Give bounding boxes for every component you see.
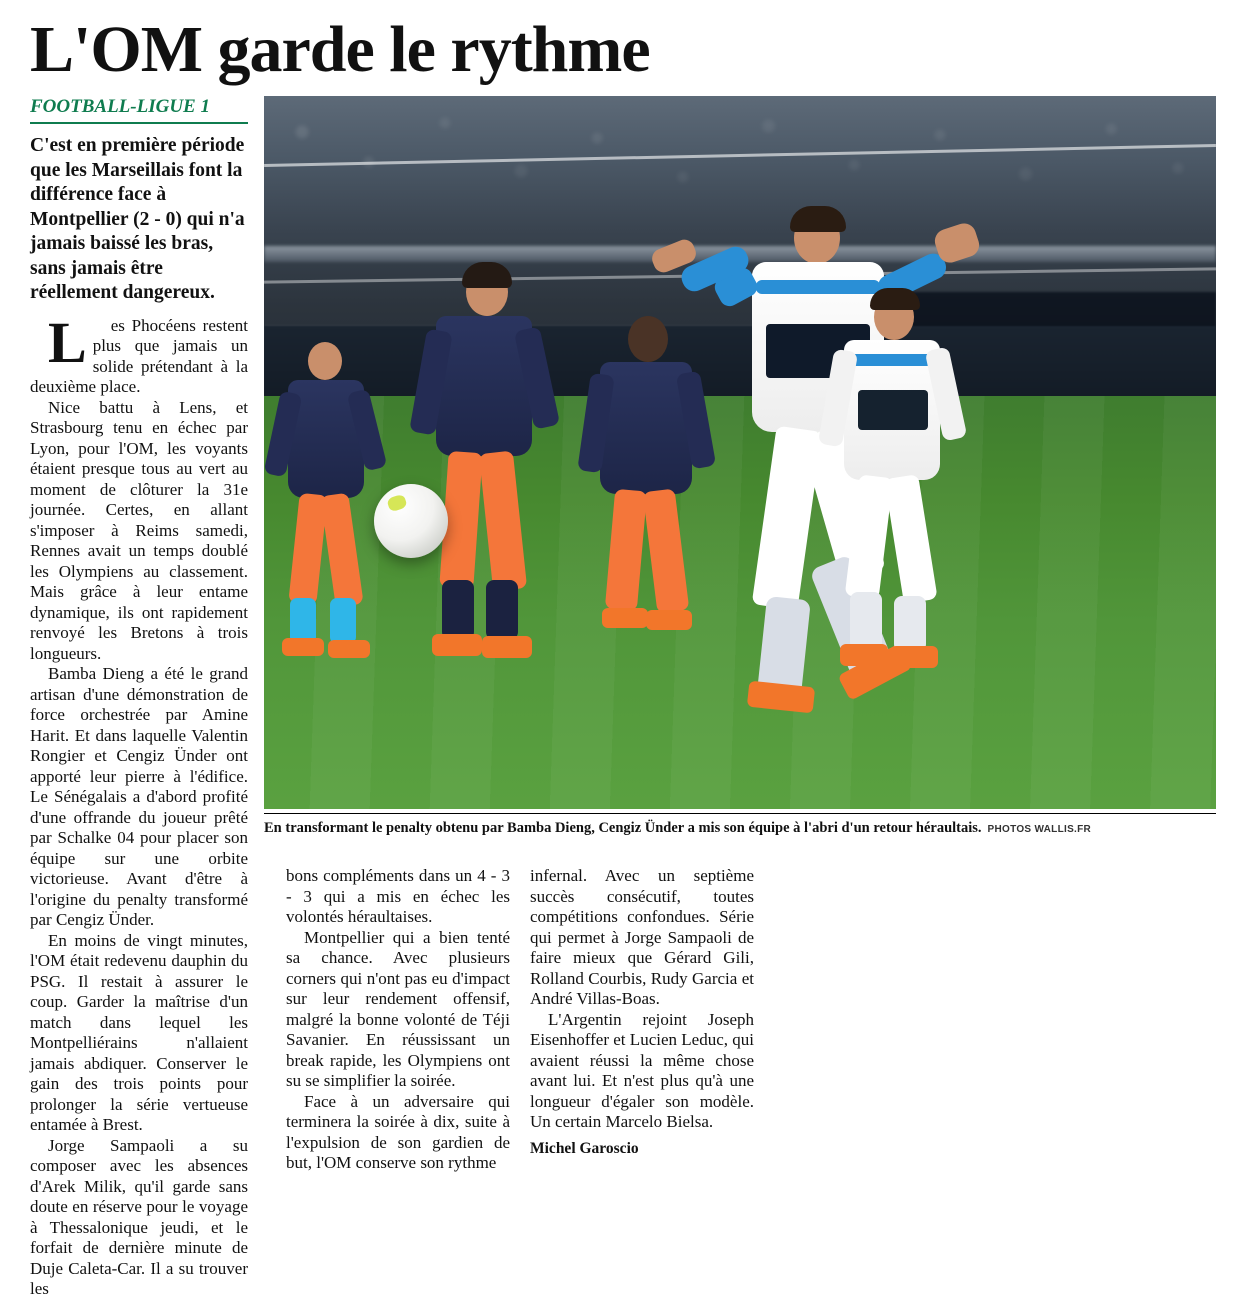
football: [374, 484, 448, 558]
paragraph: Montpellier qui a bien tenté sa chance. Avec plusieurs corners qui n'ont pas eu d'impact sur leur rendement offensif, malgré la bonne volonté de Téji Savanier. En réussissant un break rapide, les Olympiens ont su se simplifier la soirée.: [286, 927, 510, 1090]
paragraph: Face à un adversaire qui terminera la soirée à dix, suite à l'expulsion de son gardien de but, l'OM conserve son rythme: [286, 1091, 510, 1172]
left-column: [30, 96, 248, 1300]
newspaper-page: [0, 13, 1236, 1298]
paragraph-text: es Phocéens restent plus que jamais un solide prétendant à la deuxième place.: [30, 315, 248, 396]
photo-credit: PHOTOS WALLIS.FR: [987, 824, 1092, 835]
column-one-body: [30, 309, 248, 1300]
photo-figure: [264, 96, 1216, 839]
standfirst: C'est en première période que les Marseillais font la différence face à Montpellier (2 - 0) qui n'a jamais baissé les bras, sans jamais être réellement dangereux.: [30, 135, 245, 303]
match-photo: [264, 96, 1216, 809]
photo-caption-text: En transformant le penalty obtenu par Bamba Dieng, Cengiz Ünder a mis son équipe à l'abri d'un retour héraultais.: [264, 820, 982, 836]
photo-caption: [264, 813, 1216, 839]
paragraph: En moins de vingt minutes, l'OM était redevenu dauphin du PSG. Il restait à assurer le coup. Garder la maîtrise d'un match dans lequel les Montpelliérains n'allaient jamais abdiquer. Conserver le gain des trois points pour prolonger la série vertueuse entamée à Brest.: [30, 930, 248, 1134]
paragraph: [30, 309, 248, 398]
section-kicker: FOOTBALL-LIGUE 1: [30, 96, 248, 124]
drop-cap: L: [48, 309, 87, 375]
column-three: [530, 866, 754, 1174]
column-two: [286, 866, 510, 1174]
page-title: L'OM garde le rythme: [30, 13, 650, 86]
paragraph: bons compléments dans un 4 - 3 - 3 qui a mis en échec les volontés héraultaises.: [286, 866, 510, 926]
player-om-right: [824, 292, 964, 712]
lower-columns: [286, 866, 1206, 1174]
paragraph: Nice battu à Lens, et Strasbourg tenu en échec par Lyon, pour l'OM, les voyants étaient presque tous au vert au moment de clôturer la 31e journée. Certes, en allant s'imposer à Reims samedi, Rennes avait un temps doublé les Olympiens au classement. Mais grâce à leur entame dynamique, ils ont rapidement renvoyé les Bretons à trois longueurs.: [30, 397, 248, 663]
paragraph: Bamba Dieng a été le grand artisan d'une démonstration de force orchestrée par Amine Harit. Et dans laquelle Valentin Rongier et Cengiz Ünder ont apporté leur pierre à l'édifice. Le Sénégalais a d'abord profité d'une offrande du joueur prêté par Schalke 04 pour placer son équipe sur une orbite victorieuse. Avant d'être à l'origine du penalty transformé par Cengiz Ünder.: [30, 664, 248, 929]
paragraph: Jorge Sampaoli a su composer avec les absences d'Arek Milik, qu'il garde sans doute en réserve pour le voyage à Thessalonique jeudi, et le forfait de dernière minute de Duje Caleta-Car. Il a su trouver les: [30, 1135, 248, 1298]
player-montpellier-center: [416, 268, 556, 698]
paragraph: L'Argentin rejoint Joseph Eisenhoffer et Lucien Leduc, qui avaient réussi la même chose avant lui. Et n'est plus qu'à une longueur d'égaler son modèle. Un certain Marcelo Bielsa.: [530, 1009, 754, 1131]
byline: Michel Garoscio: [530, 1139, 639, 1157]
paragraph: infernal. Avec un septième succès consécutif, toutes compétitions confondues. Série qui permet à Jorge Sampaoli de faire mieux que Gérard Gili, Rolland Courbis, Rudy Garcia et André Villas-Boas.: [530, 866, 754, 1008]
